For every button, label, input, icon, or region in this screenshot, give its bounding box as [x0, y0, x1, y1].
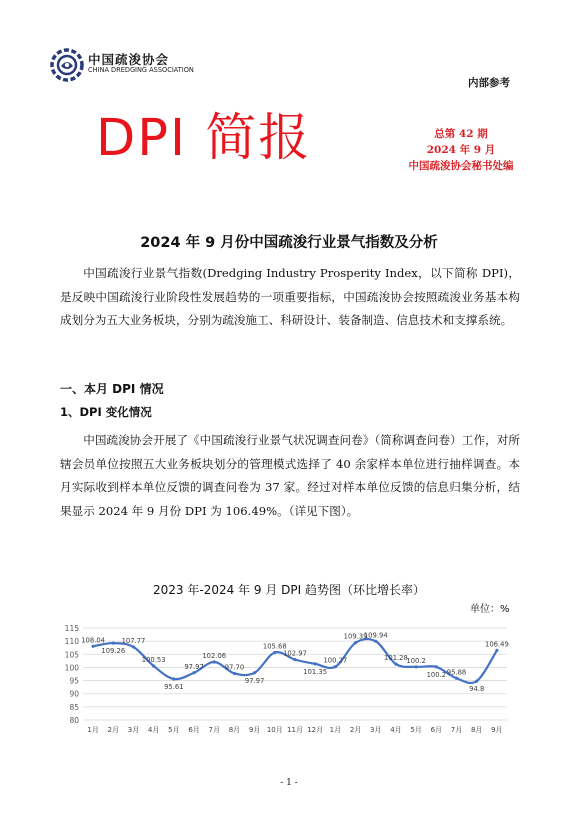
- y-tick-label: 115: [64, 624, 79, 633]
- org-name-en: CHINA DREDGING ASSOCIATION: [88, 66, 194, 74]
- x-tick-label: 7月: [450, 726, 463, 734]
- x-tick-label: 3月: [370, 726, 382, 734]
- y-tick-label: 110: [64, 637, 79, 647]
- x-tick-label: 1月: [87, 726, 99, 734]
- x-tick-label: 2月: [349, 726, 362, 734]
- data-label: 106.49: [485, 640, 509, 649]
- data-point: [152, 664, 155, 667]
- data-point: [192, 671, 195, 674]
- x-tick-label: 8月: [228, 726, 241, 734]
- data-point: [112, 641, 115, 644]
- data-point: [475, 679, 478, 682]
- y-tick-label: 95: [69, 676, 79, 686]
- data-point: [394, 662, 397, 665]
- y-tick-label: 85: [69, 702, 79, 712]
- data-label: 108.04: [81, 636, 105, 645]
- data-point: [91, 645, 94, 648]
- data-label: 102.97: [283, 649, 307, 658]
- data-point: [253, 671, 256, 674]
- data-label: 95.61: [164, 682, 184, 691]
- x-tick-label: 5月: [168, 726, 180, 734]
- x-tick-label: 7月: [208, 726, 220, 734]
- chart-unit-label: 单位：%: [470, 604, 510, 615]
- data-point: [132, 645, 135, 648]
- data-label: 100.53: [141, 656, 166, 665]
- data-label: 100.2: [426, 670, 447, 679]
- page-number: - 1 -: [280, 778, 298, 788]
- y-tick-label: 100: [64, 663, 79, 673]
- x-tick-label: 6月: [430, 726, 443, 734]
- data-label: 97.97: [184, 662, 204, 671]
- data-label: 101.28: [384, 654, 408, 663]
- x-tick-label: 12月: [307, 726, 324, 734]
- y-tick-label: 80: [69, 716, 79, 725]
- data-point: [314, 662, 317, 665]
- data-label: 100.27: [323, 656, 348, 665]
- data-point: [213, 660, 216, 663]
- subsection-heading: 1、DPI 变化情况: [60, 405, 152, 419]
- data-point: [354, 641, 357, 644]
- x-tick-label: 4月: [147, 726, 160, 734]
- data-label: 94.8: [469, 685, 485, 694]
- x-tick-label: 3月: [127, 726, 140, 734]
- section-heading: 一、本月 DPI 情况: [60, 382, 164, 396]
- x-tick-label: 6月: [188, 726, 200, 734]
- data-label: 109.94: [363, 631, 388, 640]
- x-tick-label: 4月: [390, 726, 402, 734]
- data-label: 95.88: [446, 668, 467, 677]
- data-label: 97.97: [244, 676, 265, 685]
- y-tick-label: 105: [64, 650, 79, 660]
- issue-meta: [384, 126, 538, 174]
- data-point: [273, 651, 276, 654]
- internal-reference-label: 内部参考: [468, 77, 510, 89]
- data-point: [455, 677, 458, 680]
- body-paragraph: 中国疏浚协会开展了《中国疏浚行业景气状况调查问卷》（简称调查问卷）工作，对所辖会员单位按照五大业务板块划分的管理模式选择了 40 余家样本单位进行抽样调查。本月实际收到样本单位反馈的调查问卷为 37 家。经过对样本单位反馈的信息归集分析，结果显示 2024 年 9 月份 DPI 为 106.49%。（详见下图）。: [60, 433, 520, 518]
- x-tick-label: 2月: [107, 726, 120, 734]
- data-point: [172, 677, 175, 680]
- dpi-trend-chart: [55, 620, 515, 750]
- issue-number: 总第 42 期: [434, 128, 488, 140]
- x-tick-label: 8月: [470, 726, 483, 734]
- data-label: 107.77: [121, 637, 146, 646]
- chart-title: 2023 年-2024 年 9 月 DPI 趋势图（环比增长率）: [153, 583, 425, 597]
- x-tick-label: 9月: [491, 726, 503, 734]
- masthead-title: DPI 简报: [96, 109, 312, 168]
- data-point: [495, 649, 498, 652]
- data-label: 102.06: [202, 652, 227, 661]
- x-tick-label: 11月: [287, 726, 303, 734]
- data-label: 97.70: [224, 663, 245, 672]
- data-point: [415, 665, 418, 668]
- intro-paragraph: 中国疏浚行业景气指数(Dredging Industry Prosperity Index，以下简称 DPI)，是反映中国疏浚行业阶段性发展趋势的一项重要指标，中国疏浚协会按照疏浚业务基本构成划分为五大业务板块，分别为疏浚施工、科研设计、装备制造、信息技术和支撑系统。: [60, 266, 520, 327]
- data-label: 100.2: [406, 656, 426, 665]
- dredging-association-logo-icon: [50, 48, 84, 82]
- org-name-cn: 中国疏浚协会: [88, 52, 170, 67]
- data-point: [293, 658, 296, 661]
- data-point: [374, 640, 377, 643]
- issue-date: 2024 年 9 月: [426, 144, 496, 156]
- x-tick-label: 5月: [410, 726, 422, 734]
- data-label: 101.35: [303, 667, 328, 676]
- data-label: 109.39: [343, 632, 368, 641]
- data-point: [334, 665, 337, 668]
- x-tick-label: 1月: [329, 726, 342, 734]
- data-label: 105.68: [262, 642, 287, 651]
- x-tick-label: 10月: [266, 726, 283, 734]
- x-tick-label: 9月: [248, 726, 261, 734]
- article-title: 2024 年 9 月份中国疏浚行业景气指数及分析: [140, 235, 438, 251]
- issue-editor: 中国疏浚协会秘书处编: [408, 160, 514, 172]
- data-point: [233, 672, 236, 675]
- y-tick-label: 90: [69, 689, 79, 699]
- data-point: [435, 665, 438, 668]
- data-label: 109.26: [101, 647, 126, 656]
